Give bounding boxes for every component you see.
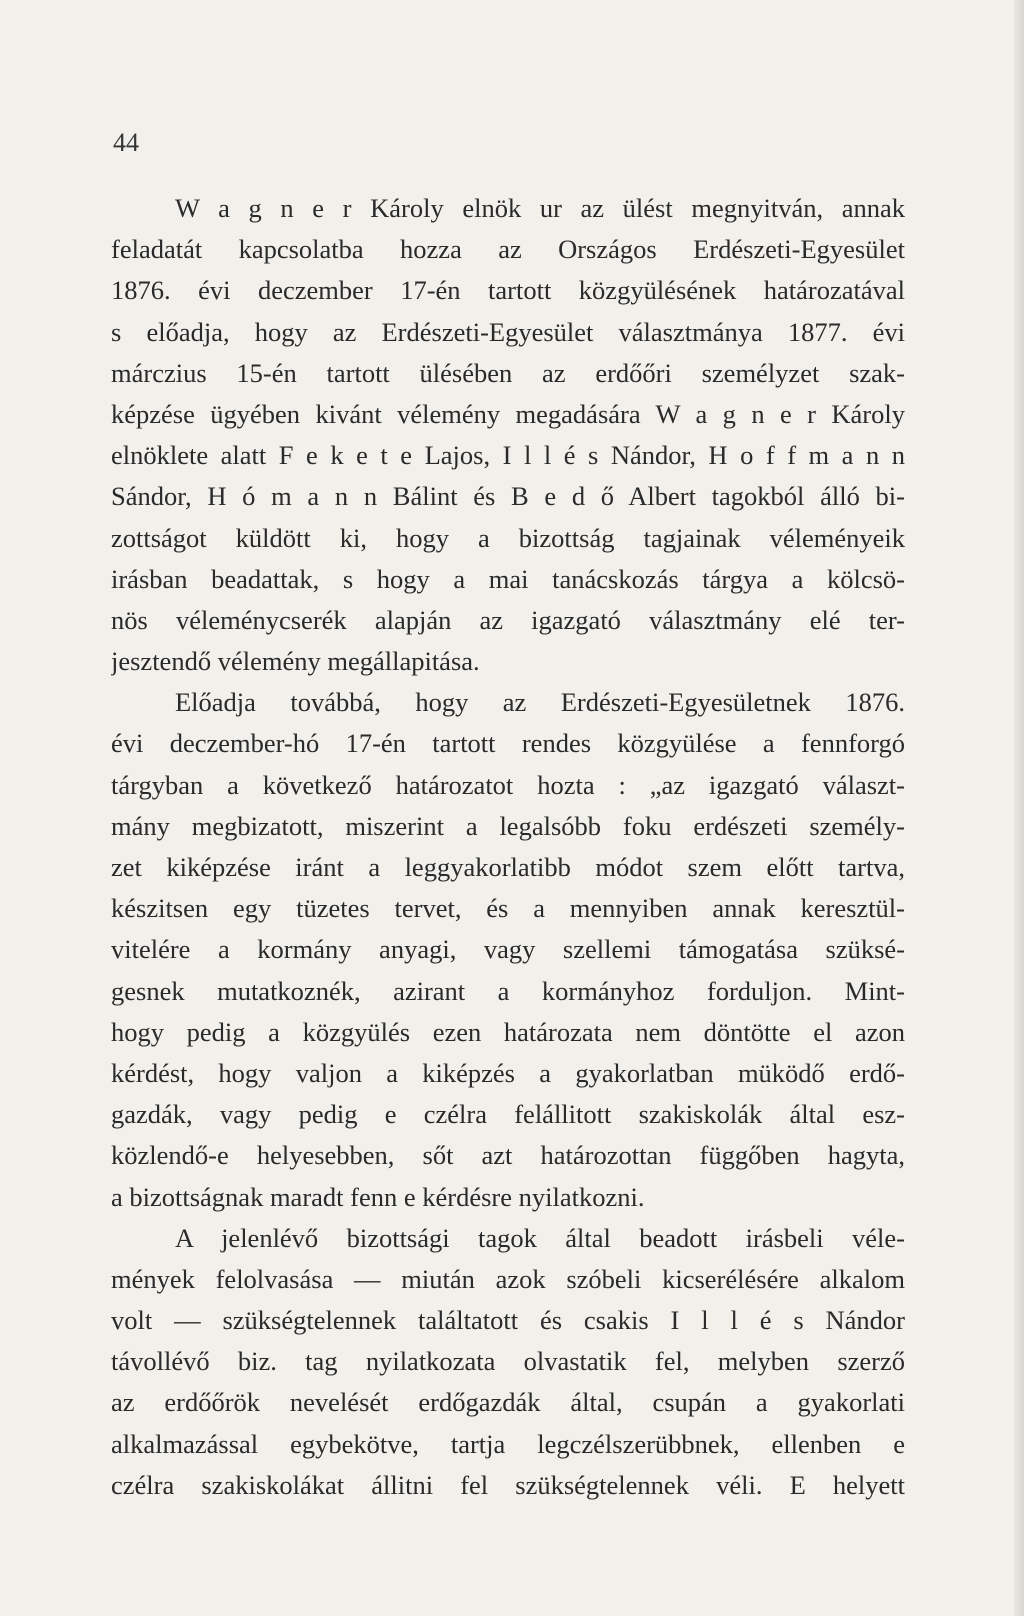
text-line: készitsen egy tüzetes tervet, és a mennyiben annak keresztül-	[111, 893, 905, 924]
text-line: hogy pedig a közgyülés ezen határozata nem döntötte el azon	[111, 1016, 905, 1047]
text-line: irásban beadattak, s hogy a mai tanácskozás tárgya a kölcsö-	[111, 563, 905, 594]
text-line: zottságot küldött ki, hogy a bizottság tagjainak véleményeik	[111, 522, 905, 553]
text-line: mények felolvasása — miután azok szóbeli kicserélésére alkalom	[111, 1263, 905, 1294]
text-line: távollévő biz. tag nyilatkozata olvastatik fel, melyben szerző	[111, 1346, 905, 1377]
text-line: A jelenlévő bizottsági tagok által beadott irásbeli véle-	[175, 1222, 905, 1253]
page-edge-shadow	[1014, 0, 1024, 1616]
text-line: az erdőőrök nevelését erdőgazdák által, csupán a gyakorlati	[111, 1387, 905, 1418]
text-line: nös véleménycserék alapján az igazgató választmány elé ter-	[111, 604, 905, 635]
text-line: W a g n e r Károly elnök ur az ülést megnyitván, annak	[175, 193, 905, 223]
text-line: vitelére a kormány anyagi, vagy szellemi támogatása szüksé-	[111, 934, 905, 965]
text-line: évi deczember-hó 17-én tartott rendes közgyülése a fennforgó	[111, 728, 905, 759]
text-line: czélra szakiskolákat állitni fel szükségtelennek véli. E helyett	[111, 1469, 905, 1500]
text-line: Sándor, H ó m a n n Bálint és B e d ő Albert tagokból álló bi-	[111, 481, 905, 512]
page-number: 44	[113, 128, 139, 157]
text-line: alkalmazással egybekötve, tartja legczélszerübbnek, ellenben e	[111, 1428, 905, 1459]
text-line: gazdák, vagy pedig e czélra felállitott szakiskolák által esz-	[111, 1099, 905, 1130]
body-text	[111, 188, 905, 1506]
text-line: gesnek mutatkoznék, azirant a kormányhoz forduljon. Mint-	[111, 975, 905, 1006]
text-line: Előadja továbbá, hogy az Erdészeti-Egyesületnek 1876.	[175, 687, 905, 718]
text-line: s előadja, hogy az Erdészeti-Egyesület választmánya 1877. évi	[111, 316, 905, 347]
text-line: képzése ügyében kivánt vélemény megadására W a g n e r Károly	[111, 398, 905, 429]
text-line: a bizottságnak maradt fenn e kérdésre nyilatkozni.	[111, 1181, 645, 1212]
text-line: zet kiképzése iránt a leggyakorlatibb módot szem előtt tartva,	[111, 852, 905, 882]
text-line: mány megbizatott, miszerint a legalsóbb foku erdészeti személy-	[111, 810, 905, 841]
text-line: elnöklete alatt F e k e t e Lajos, I l l é s Nándor, H o f f m a n n	[111, 440, 905, 471]
text-line: közlendő-e helyesebben, sőt azt határozottan függőben hagyta,	[111, 1140, 905, 1171]
text-line: feladatát kapcsolatba hozza az Országos Erdészeti-Egyesület	[111, 234, 905, 265]
text-line: 1876. évi deczember 17-én tartott közgyülésének határozatával	[111, 275, 905, 306]
text-line: jesztendő vélemény megállapitása.	[111, 646, 480, 677]
text-line: volt — szükségtelennek találtatott és csakis I l l é s Nándor	[111, 1305, 905, 1336]
text-line: márczius 15-én tartott ülésében az erdőőri személyzet szak-	[111, 357, 905, 388]
text-line: kérdést, hogy valjon a kiképzés a gyakorlatban müködő erdő-	[111, 1057, 905, 1088]
text-line: tárgyban a következő határozatot hozta : „az igazgató választ-	[111, 769, 905, 800]
